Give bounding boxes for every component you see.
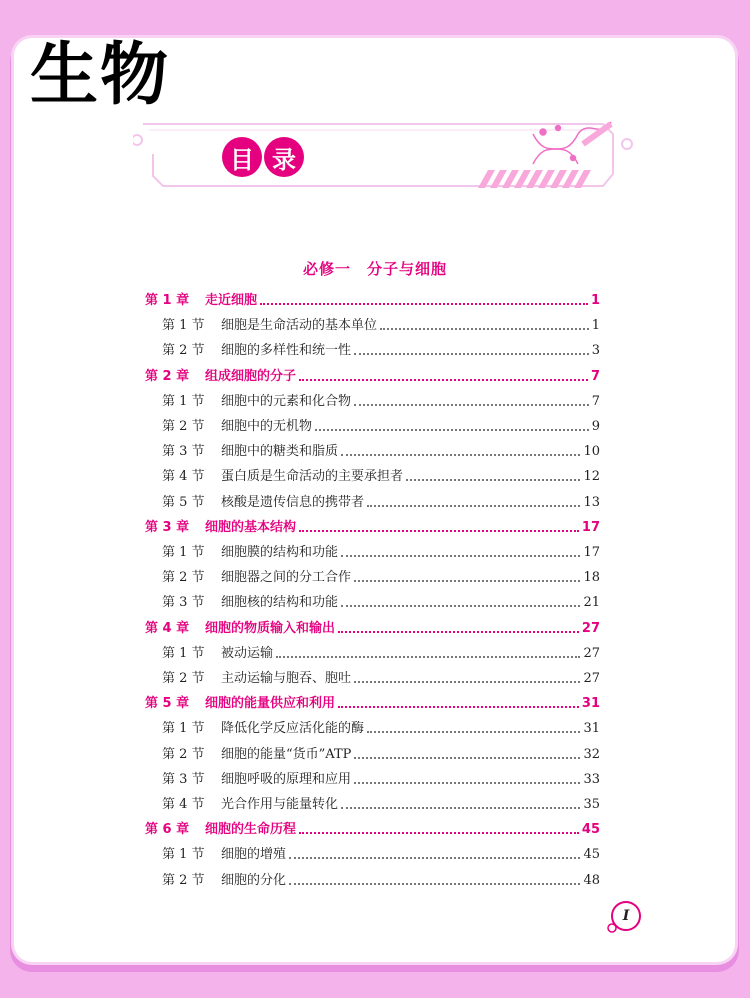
entry-title: 细胞的基本结构 <box>205 519 297 535</box>
entry-page: 32 <box>583 746 600 762</box>
toc-section-row <box>145 668 600 690</box>
toc-banner <box>133 114 633 194</box>
leader-dots <box>289 883 580 885</box>
entry-title: 细胞呼吸的原理和应用 <box>221 771 352 787</box>
entry-number: 第 2 节 <box>162 570 205 586</box>
toc-section-row <box>145 844 600 866</box>
leader-dots <box>338 631 579 633</box>
leader-dots <box>260 303 588 305</box>
toc-chapter-row <box>145 819 600 841</box>
entry-number: 第 2 节 <box>162 746 205 762</box>
toc-section-row <box>145 315 600 337</box>
entry-page: 13 <box>583 494 600 510</box>
entry-title: 细胞中的无机物 <box>221 419 313 434</box>
leader-dots <box>367 731 580 733</box>
banner-dot-left <box>133 135 142 145</box>
entry-number: 第 5 节 <box>162 494 205 510</box>
leader-dots <box>299 379 588 381</box>
toc-section-row <box>145 340 600 362</box>
entry-title: 细胞的增殖 <box>221 847 287 863</box>
toc-chapter-row <box>145 618 600 640</box>
toc-section-row <box>145 542 600 564</box>
entry-title: 主动运输与胞吞、胞吐 <box>221 671 352 686</box>
entry-page: 27 <box>581 620 600 636</box>
toc-section-row <box>145 794 600 816</box>
toc-section-row <box>145 492 600 514</box>
toc-section-row <box>145 643 600 665</box>
leader-dots <box>354 580 580 582</box>
dna-helix-icon <box>533 122 611 164</box>
entry-page: 3 <box>591 343 600 359</box>
entry-title: 细胞的能量供应和利用 <box>205 696 336 712</box>
subject-title: 生物 <box>30 36 171 115</box>
entry-page: 27 <box>583 671 600 686</box>
entry-title: 细胞的物质输入和输出 <box>205 620 336 636</box>
part-title: 必修一 分子与细胞 <box>302 260 447 278</box>
leader-dots <box>299 832 579 834</box>
leader-dots <box>354 404 589 406</box>
entry-number: 第 2 节 <box>162 872 205 888</box>
leader-dots <box>354 782 580 784</box>
leader-dots <box>354 681 580 683</box>
entry-number: 第 3 节 <box>162 771 205 787</box>
entry-title: 组成细胞的分子 <box>205 368 297 384</box>
entry-number: 第 4 节 <box>162 469 205 485</box>
entry-page: 48 <box>583 872 600 888</box>
toc-section-row <box>145 769 600 791</box>
leader-dots <box>338 706 579 708</box>
toc-chapter-row <box>145 693 600 715</box>
entry-page: 31 <box>583 721 600 737</box>
entry-number: 第 3 节 <box>162 444 205 460</box>
toc-heading-char-1: 目 <box>222 137 262 177</box>
toc-section-row <box>145 744 600 766</box>
entry-page: 31 <box>581 696 600 712</box>
entry-title: 细胞是生命活动的基本单位 <box>221 318 378 334</box>
leader-dots <box>380 328 589 330</box>
entry-number: 第 1 节 <box>162 318 205 334</box>
entry-page: 27 <box>583 645 600 661</box>
toc-section-row <box>145 466 600 488</box>
entry-title: 核酸是遗传信息的携带者 <box>221 494 365 510</box>
entry-title: 细胞的能量“货币”ATP <box>221 746 352 762</box>
entry-number: 第 1 节 <box>162 847 205 863</box>
entry-title: 走近细胞 <box>205 293 258 308</box>
entry-page: 10 <box>583 444 600 460</box>
entry-title: 蛋白质是生命活动的主要承担者 <box>221 469 404 485</box>
leader-dots <box>315 429 589 431</box>
page-number-ornament <box>604 920 620 936</box>
leader-dots <box>354 757 580 759</box>
entry-number: 第 3 节 <box>162 595 205 611</box>
toc-chapter-row <box>145 366 600 388</box>
toc-chapter-row <box>145 517 600 539</box>
entry-title: 降低化学反应活化能的酶 <box>221 721 365 737</box>
entry-number: 第 2 节 <box>162 343 205 359</box>
entry-number: 第 1 节 <box>162 545 205 560</box>
entry-page: 45 <box>581 822 600 838</box>
entry-page: 35 <box>583 797 600 812</box>
leader-dots <box>276 656 580 658</box>
toc-section-row <box>145 718 600 740</box>
entry-number: 第 6 章 <box>145 822 190 838</box>
entry-page: 17 <box>581 519 600 535</box>
entry-page: 21 <box>583 595 600 611</box>
leader-dots <box>289 857 580 859</box>
leader-dots <box>341 605 580 607</box>
entry-number: 第 2 章 <box>145 368 190 384</box>
toc-section-row <box>145 441 600 463</box>
entry-page: 7 <box>591 393 600 409</box>
entry-number: 第 1 节 <box>162 721 205 737</box>
entry-page: 33 <box>583 771 600 787</box>
entry-number: 第 4 节 <box>162 797 205 812</box>
toc-chapter-row <box>145 290 600 312</box>
entry-title: 细胞的生命历程 <box>205 822 297 838</box>
entry-title: 细胞膜的结构和功能 <box>221 545 339 560</box>
entry-page: 1 <box>590 293 600 308</box>
entry-title: 被动运输 <box>221 645 274 661</box>
leader-dots <box>299 530 579 532</box>
entry-number: 第 3 章 <box>145 519 190 535</box>
leader-dots <box>406 479 580 481</box>
entry-title: 光合作用与能量转化 <box>221 797 339 812</box>
banner-dot-right <box>622 139 632 149</box>
leader-dots <box>341 555 580 557</box>
entry-title: 细胞的分化 <box>221 872 287 888</box>
entry-title: 细胞器之间的分工合作 <box>221 570 352 586</box>
leader-dots <box>341 807 580 809</box>
entry-page: 1 <box>591 318 600 334</box>
entry-number: 第 4 章 <box>145 620 190 636</box>
entry-page: 7 <box>590 368 600 384</box>
entry-number: 第 1 章 <box>145 293 190 308</box>
toc-heading-char-2: 录 <box>264 137 304 177</box>
toc-section-row <box>145 870 600 892</box>
page-number: I <box>611 901 641 931</box>
entry-title: 细胞的多样性和统一性 <box>221 343 352 359</box>
toc-section-row <box>145 416 600 438</box>
leader-dots <box>341 454 580 456</box>
entry-number: 第 1 节 <box>162 393 205 409</box>
entry-number: 第 1 节 <box>162 645 205 661</box>
toc-section-row <box>145 592 600 614</box>
entry-page: 17 <box>583 545 600 560</box>
entry-title: 细胞核的结构和功能 <box>221 595 339 611</box>
entry-page: 12 <box>583 469 600 485</box>
entry-title: 细胞中的糖类和脂质 <box>221 444 339 460</box>
entry-page: 9 <box>591 419 600 434</box>
toc-section-row <box>145 391 600 413</box>
entry-number: 第 2 节 <box>162 671 205 686</box>
entry-title: 细胞中的元素和化合物 <box>221 393 352 409</box>
entry-number: 第 2 节 <box>162 419 205 434</box>
leader-dots <box>367 505 580 507</box>
toc-section-row <box>145 567 600 589</box>
entry-page: 45 <box>583 847 600 863</box>
entry-page: 18 <box>583 570 600 586</box>
leader-dots <box>354 353 589 355</box>
entry-number: 第 5 章 <box>145 696 190 712</box>
